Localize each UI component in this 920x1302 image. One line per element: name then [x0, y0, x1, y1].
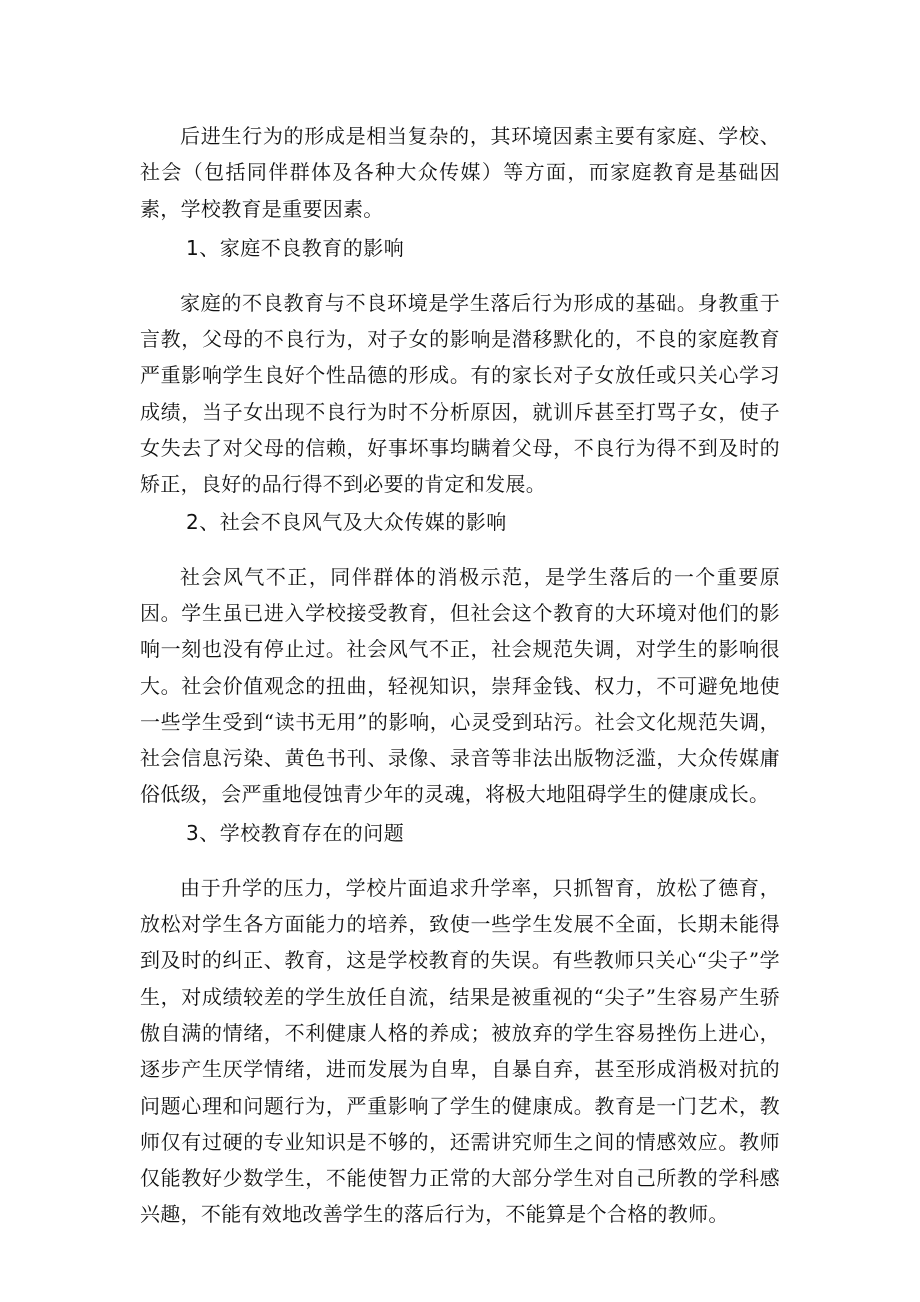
- document-page: [140, 118, 780, 1233]
- section-heading-family: 1、家庭不良教育的影响: [186, 235, 405, 260]
- section-body-society: 社会风气不正，同伴群体的消极示范，是学生落后的一个重要原因。学生虽已进入学校接受教育，但社会这个教育的大环境对他们的影响一刻也没有停止过。社会风气不正，社会规范失调，对学生的影响很大。社会价值观念的扭曲，轻视知识，崇拜金钱、权力，不可避免地使一些学生受到“读书无用”的影响，心灵受到玷污。社会文化规范失调，社会信息污染、黄色书刊、录像、录音等非法出版物泛滥，大众传媒庸俗低级，会严重地侵蚀青少年的灵魂，将极大地阻碍学生的健康成长。: [140, 564, 780, 807]
- section-heading-society: 2、社会不良风气及大众传媒的影响: [186, 509, 507, 534]
- section-body-family: 家庭的不良教育与不良环境是学生落后行为形成的基础。身教重于言教，父母的不良行为，对子女的影响是潜移默化的，不良的家庭教育严重影响学生良好个性品德的形成。有的家长对子女放任或只关心学习成绩，当子女出现不良行为时不分析原因，就训斥甚至打骂子女，使子女失去了对父母的信赖，好事坏事均瞒着父母，不良行为得不到及时的矫正，良好的品行得不到必要的肯定和发展。: [140, 290, 780, 497]
- section-body-school: 由于升学的压力，学校片面追求升学率，只抓智育，放松了德育，放松对学生各方面能力的培养，致使一些学生发展不全面，长期未能得到及时的纠正、教育，这是学校教育的失误。有些教师只关心“尖子”学生，对成绩较差的学生放任自流，结果是被重视的“尖子”生容易产生骄傲自满的情绪，不利健康人格的养成；被放弃的学生容易挫伤上进心，逐步产生厌学情绪，进而发展为自卑，自暴自弃，甚至形成消极对抗的问题心理和问题行为，严重影响了学生的健康成。教育是一门艺术，教师仅有过硬的专业知识是不够的，还需讲究师生之间的情感效应。教师仅能教好少数学生，不能使智力正常的大部分学生对自己所教的学科感兴趣，不能有效地改善学生的落后行为，不能算是个合格的教师。: [140, 875, 780, 1227]
- intro-paragraph: 后进生行为的形成是相当复杂的，其环境因素主要有家庭、学校、社会（包括同伴群体及各种大众传媒）等方面，而家庭教育是基础因素，学校教育是重要因素。: [140, 124, 780, 221]
- section-heading-school: 3、学校教育存在的问题: [186, 820, 405, 845]
